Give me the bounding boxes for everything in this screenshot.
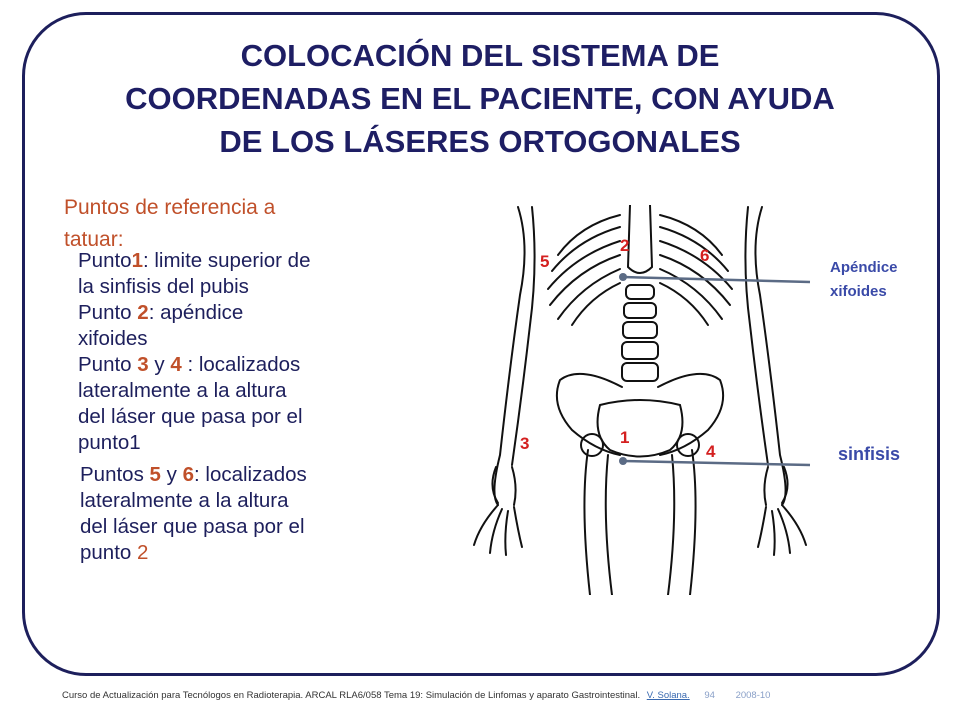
point-1-dot — [619, 457, 627, 465]
point-3-4-desc-4: punto1 — [78, 431, 141, 454]
marker-2: 2 — [620, 236, 630, 255]
label-xifoides-line-1: Apéndice — [830, 259, 898, 276]
point-3-4-desc-2: lateralmente a la altura — [78, 379, 287, 402]
point-3-4-item — [64, 352, 404, 456]
intro-line-1: Puntos de referencia a — [64, 196, 276, 219]
point-5-6-desc: : localizados — [194, 463, 307, 486]
point-2-desc: : apéndice — [148, 301, 244, 324]
point-5-6-desc-4: punto — [80, 541, 137, 564]
marker-3: 3 — [520, 434, 530, 453]
footer-year: 2008-10 — [735, 690, 771, 701]
marker-5: 5 — [540, 252, 550, 271]
point-4-number: 4 — [170, 353, 182, 376]
label-xifoides-line-2: xifoides — [830, 283, 887, 300]
footer-text: Curso de Actualización para Tecnólogos en Radioterapia. ARCAL RLA6/058 Tema 19: Simulación de Linfomas y aparato Gastrointestinal. — [62, 690, 641, 701]
point-2-desc-2: xifoides — [78, 327, 148, 350]
point-5-6-prefix: Puntos — [80, 463, 150, 486]
reference-points-text — [64, 190, 404, 566]
slide-title — [40, 34, 920, 163]
point-1-prefix: Punto — [78, 249, 132, 272]
point-3-4-desc: : localizados — [181, 353, 301, 376]
point-2-number: 2 — [137, 301, 149, 324]
skeleton-illustration — [440, 205, 840, 595]
point-3-4-and: y — [148, 353, 171, 376]
footer-page-number: 94 — [704, 690, 715, 701]
point-3-4-prefix: Punto — [78, 353, 138, 376]
point-5-6-desc-3: del láser que pasa por el — [80, 515, 305, 538]
point-1-desc-2: la sinfisis del pubis — [78, 275, 249, 298]
point-2-item — [64, 300, 404, 352]
marker-6: 6 — [700, 246, 710, 265]
point-5-6-desc-2: lateralmente a la altura — [80, 489, 289, 512]
point-6-number: 6 — [182, 463, 194, 486]
point-1-number: 1 — [131, 249, 143, 272]
footer — [62, 690, 770, 701]
point-5-number: 5 — [149, 463, 161, 486]
title-line-1: COLOCACIÓN DEL SISTEMA DE — [240, 38, 720, 73]
point-5-6-desc-4-num: 2 — [137, 541, 149, 564]
point-1-desc: : limite superior de — [142, 249, 311, 272]
label-sinfisis: sinfisis — [838, 444, 901, 464]
point-2-prefix: Punto — [78, 301, 138, 324]
label-apendice-xifoides — [830, 256, 898, 304]
marker-1: 1 — [620, 428, 630, 447]
intro-line-2: tatuar: — [64, 228, 124, 251]
footer-author: V. Solana. — [646, 690, 690, 701]
title-line-2: COORDENADAS EN EL PACIENTE, CON AYUDA — [125, 81, 835, 116]
point-3-number: 3 — [137, 353, 149, 376]
point-1-item — [64, 248, 404, 300]
point-5-6-and: y — [160, 463, 183, 486]
point-2-dot — [619, 273, 627, 281]
point-3-4-desc-3: del láser que pasa por el — [78, 405, 303, 428]
marker-4: 4 — [706, 442, 716, 461]
title-line-3: DE LOS LÁSERES ORTOGONALES — [219, 124, 741, 159]
laser-line-xifoides — [623, 277, 810, 282]
point-5-6-item — [64, 462, 404, 566]
